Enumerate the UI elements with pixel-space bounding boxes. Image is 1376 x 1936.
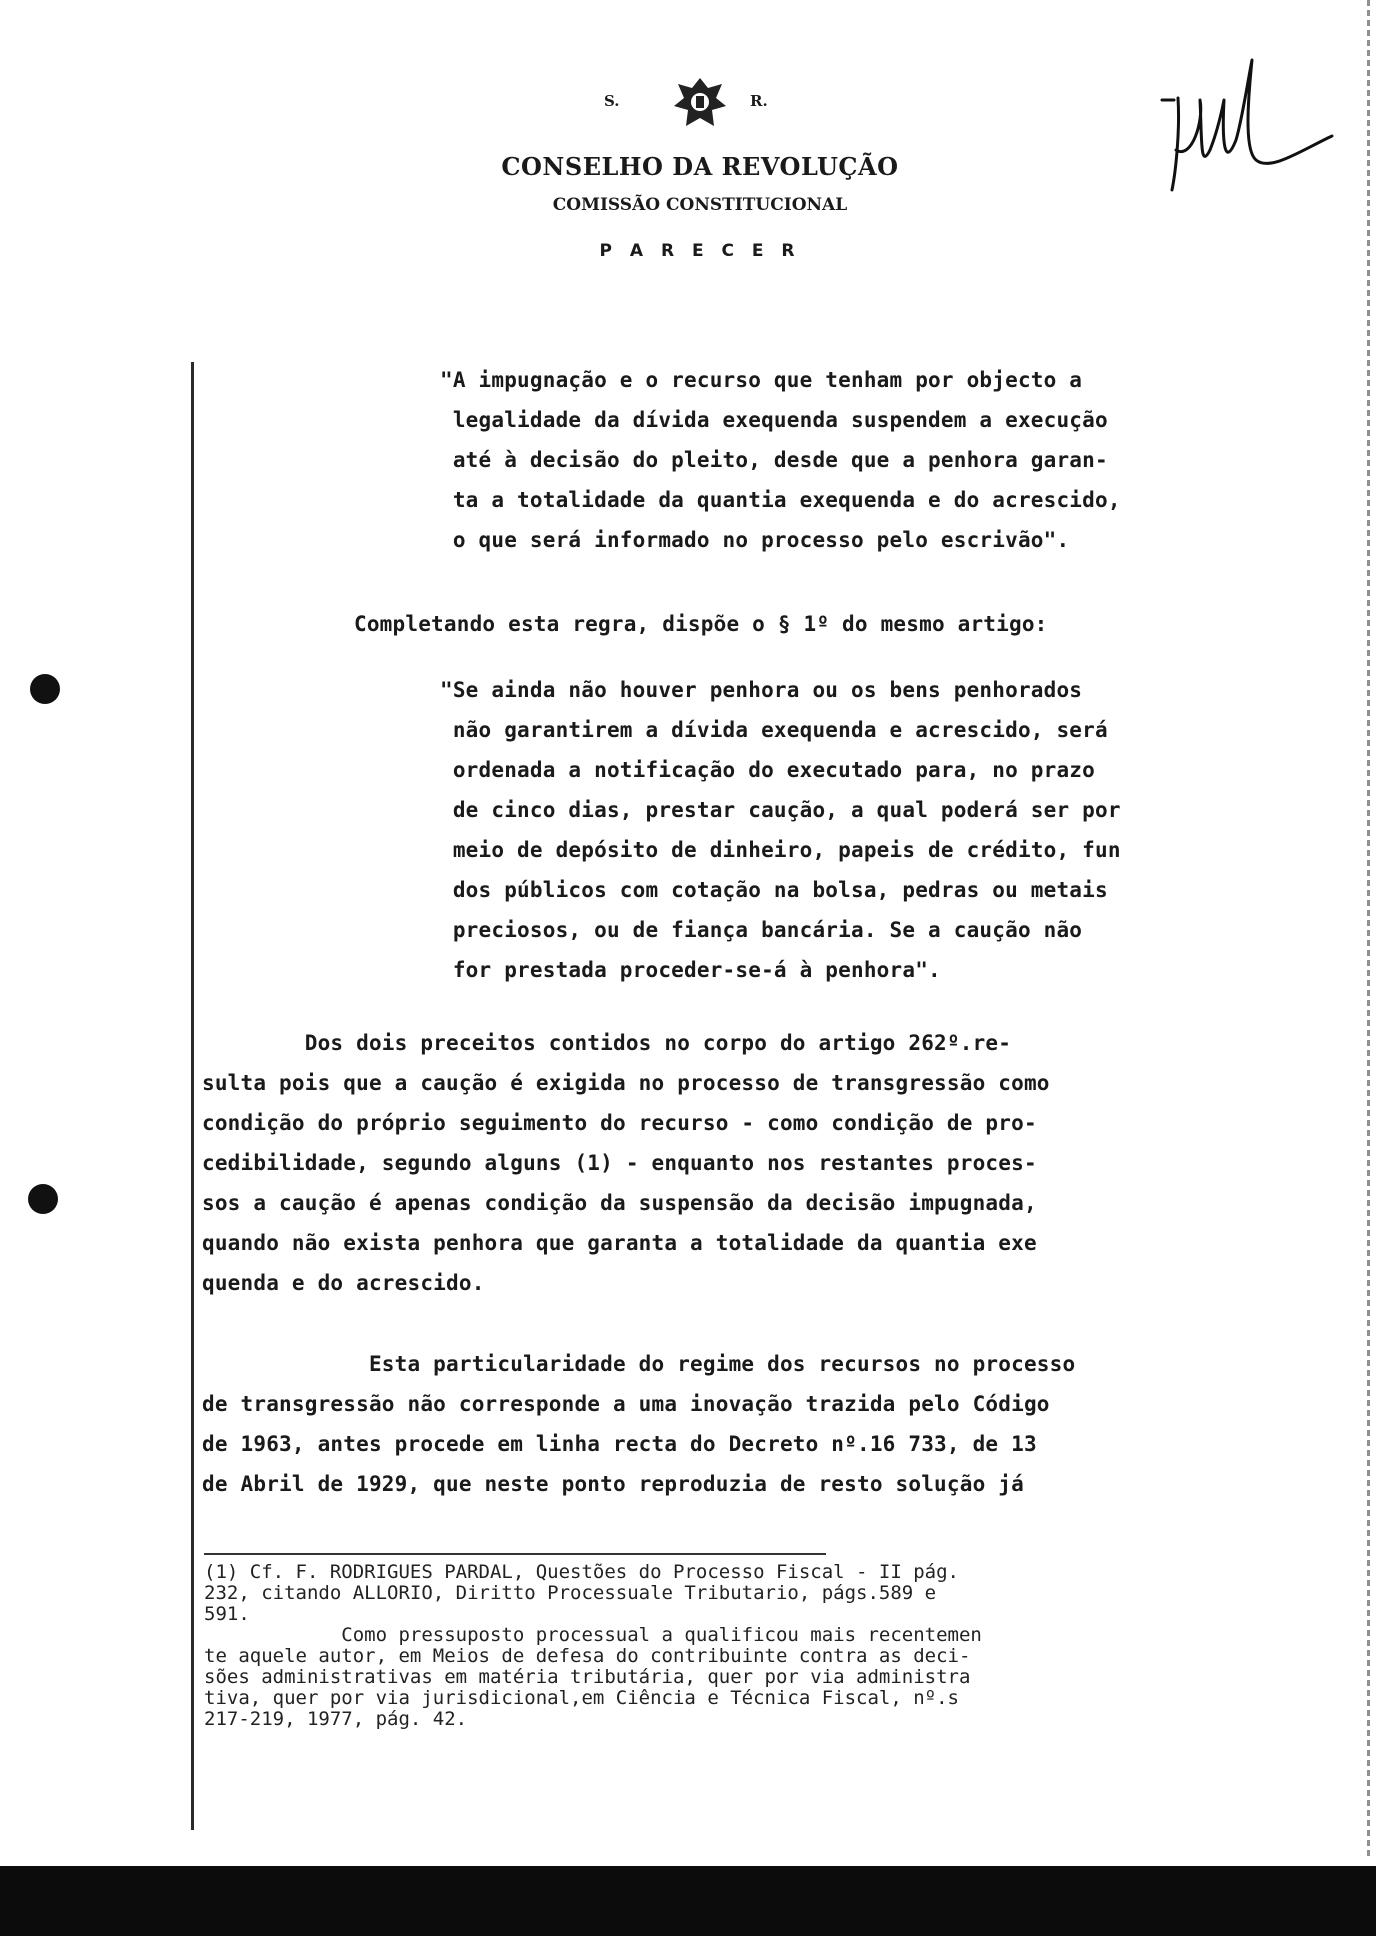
- footnote-line: tiva, quer por via jurisdicional,em Ciência e Técnica Fiscal, nº.s: [204, 1687, 959, 1709]
- coat-of-arms-emblem: [668, 72, 732, 136]
- para1-line: condição do próprio seguimento do recurso - como condição de pro-: [202, 1111, 1037, 1135]
- quote2-line: meio de depósito de dinheiro, papeis de crédito, fun: [440, 838, 1121, 862]
- para1-line: sulta pois que a caução é exigida no processo de transgressão como: [202, 1071, 1050, 1095]
- quote2-line: de cinco dias, prestar caução, a qual poderá ser por: [440, 798, 1121, 822]
- quote2-line: preciosos, ou de fiança bancária. Se a caução não: [440, 918, 1083, 942]
- quote-paragraph-1: [440, 360, 1121, 560]
- footnote-line: sões administrativas em matéria tributária, quer por via administra: [204, 1666, 971, 1688]
- quote2-line: ordenada a notificação do executado para, no prazo: [440, 758, 1095, 782]
- para2-line: Esta particularidade do regime dos recursos no processo: [202, 1352, 1076, 1376]
- council-title: CONSELHO DA REVOLUÇÃO: [501, 152, 899, 181]
- quote2-line: for prestada proceder-se-á à penhora".: [440, 958, 941, 982]
- punch-hole-top: [30, 674, 60, 704]
- para1-line: sos a caução é apenas condição da suspensão da decisão impugnada,: [202, 1191, 1037, 1215]
- body-paragraph-1: [202, 1023, 1050, 1303]
- intro-line: Completando esta regra, dispõe o § 1º do mesmo artigo:: [354, 612, 1048, 636]
- header-letter-s: S.: [604, 92, 620, 110]
- para1-line: cedibilidade, segundo alguns (1) - enquanto nos restantes proces-: [202, 1151, 1037, 1175]
- quote1-line: o que será informado no processo pelo escrivão".: [440, 528, 1070, 552]
- quote2-line: dos públicos com cotação na bolsa, pedras ou metais: [440, 878, 1108, 902]
- body-paragraph-2: [202, 1344, 1075, 1504]
- commission-title: COMISSÃO CONSTITUCIONAL: [552, 195, 848, 215]
- footnote-line: 591.: [204, 1603, 250, 1625]
- quote1-line: legalidade da dívida exequenda suspendem a execução: [440, 408, 1108, 432]
- left-margin-line: [191, 362, 194, 1830]
- footnote-line: te aquele autor, em Meios de defesa do contribuinte contra as deci-: [204, 1645, 971, 1667]
- quote-paragraph-2: [440, 670, 1121, 990]
- quote2-line: não garantirem a dívida exequenda e acrescido, será: [440, 718, 1108, 742]
- document-header: [440, 72, 960, 261]
- quote1-line: "A impugnação e o recurso que tenham por objecto a: [440, 368, 1083, 392]
- para2-line: de Abril de 1929, que neste ponto reproduzia de resto solução já: [202, 1472, 1024, 1496]
- para1-line: quando não exista penhora que garanta a totalidade da quantia exe: [202, 1231, 1037, 1255]
- para1-line: Dos dois preceitos contidos no corpo do artigo 262º.re-: [202, 1031, 1012, 1055]
- footnote-line: 232, citando ALLORIO, Diritto Processuale Tributario, págs.589 e: [204, 1582, 937, 1604]
- right-page-edge: [1367, 0, 1370, 1860]
- footnote-line: Como pressuposto processual a qualificou mais recentemen: [204, 1624, 982, 1646]
- footnote-separator: [204, 1553, 826, 1555]
- footnote-line: 217-219, 1977, pág. 42.: [204, 1708, 468, 1730]
- scan-bottom-border: [0, 1866, 1376, 1936]
- para2-line: de 1963, antes procede em linha recta do Decreto nº.16 733, de 13: [202, 1432, 1037, 1456]
- quote1-line: ta a totalidade da quantia exequenda e do acrescido,: [440, 488, 1121, 512]
- header-letter-r: R.: [750, 92, 768, 110]
- footnote: [204, 1562, 982, 1730]
- emblem-row: [440, 72, 960, 138]
- punch-hole-bottom: [28, 1184, 58, 1214]
- document-type-heading: P A R E C E R: [599, 241, 801, 261]
- footnote-line: (1) Cf. F. RODRIGUES PARDAL, Questões do Processo Fiscal - II pág.: [204, 1561, 959, 1583]
- para2-line: de transgressão não corresponde a uma inovação trazida pelo Código: [202, 1392, 1050, 1416]
- handwritten-signature: [1152, 40, 1352, 210]
- quote1-line: até à decisão do pleito, desde que a penhora garan-: [440, 448, 1108, 472]
- para1-line: quenda e do acrescido.: [202, 1271, 485, 1295]
- quote2-line: "Se ainda não houver penhora ou os bens penhorados: [440, 678, 1083, 702]
